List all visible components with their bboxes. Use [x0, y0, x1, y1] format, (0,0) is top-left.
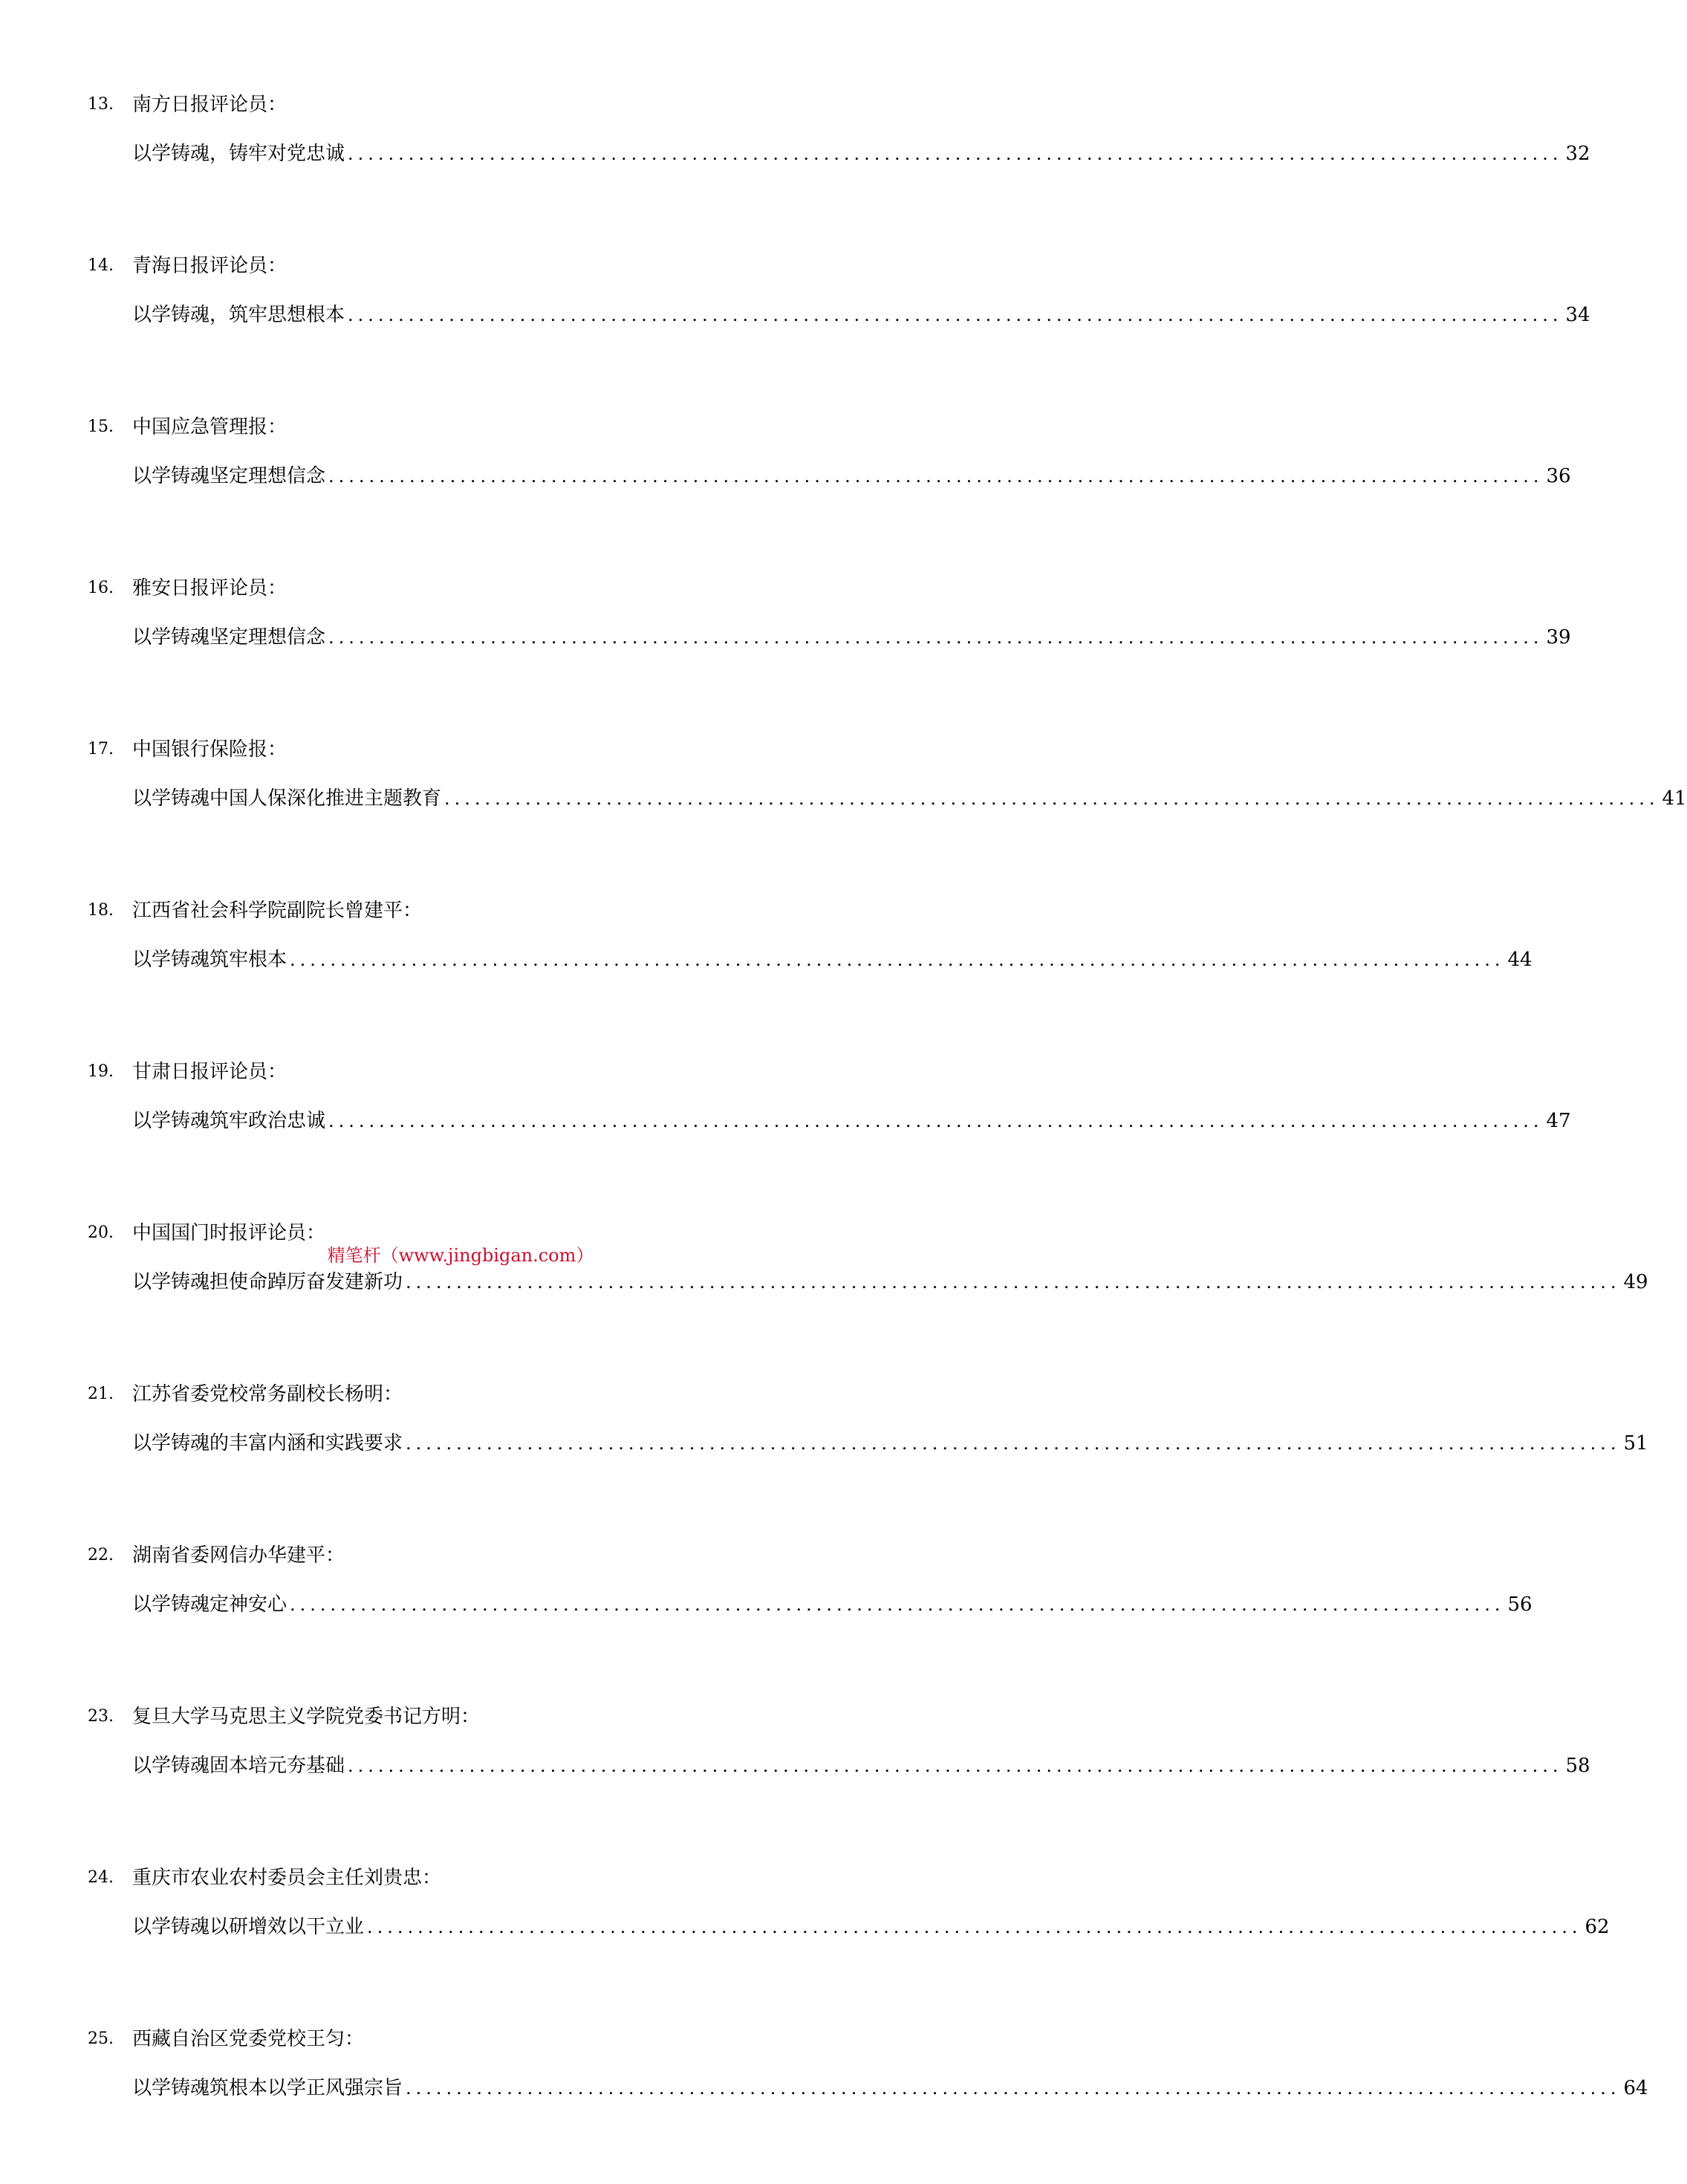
entry-author: 江苏省委党校常务副校长杨明：	[132, 1383, 403, 1405]
entry-title-line[interactable]	[132, 460, 1571, 493]
entry-author: 重庆市农业农村委员会主任刘贵忠：	[132, 1867, 442, 1889]
dot-leader: ........................................................................................................................	[367, 1917, 1582, 1937]
entry-number: 14.	[88, 256, 114, 275]
toc-entry	[0, 250, 1590, 411]
entry-title: 以学铸魂以研增效以干立业	[132, 1916, 365, 1938]
toc-entry	[0, 733, 1687, 894]
dot-leader: ........................................................................................................................	[406, 1433, 1621, 1454]
entry-number: 21.	[88, 1385, 114, 1403]
entry-author: 中国应急管理报：	[132, 416, 287, 438]
entry-title-line[interactable]	[132, 299, 1590, 331]
entry-number: 16.	[88, 579, 114, 597]
entry-page-number: 56	[1507, 1593, 1532, 1616]
entry-title: 以学铸魂筑牢政治忠诚	[132, 1110, 326, 1132]
dot-leader: ........................................................................................................................	[290, 949, 1505, 970]
entry-page-number: 34	[1565, 304, 1590, 326]
entry-title-line[interactable]	[132, 137, 1590, 170]
entry-title-line[interactable]	[132, 2072, 1648, 2105]
dot-leader: ........................................................................................................................	[290, 1594, 1505, 1615]
entry-title: 以学铸魂的丰富内涵和实践要求	[132, 1432, 403, 1455]
entry-title-line[interactable]	[132, 1911, 1610, 1943]
entry-number: 15.	[88, 417, 114, 436]
entry-author: 中国国门时报评论员：	[132, 1222, 326, 1244]
toc-entry	[0, 1539, 1532, 1700]
dot-leader: ........................................................................................................................	[328, 466, 1544, 487]
entry-number: 22.	[88, 1546, 114, 1564]
entry-number: 24.	[88, 1868, 114, 1887]
entry-page-number: 36	[1546, 465, 1571, 487]
entry-title-line[interactable]	[132, 1105, 1571, 1137]
entry-page-number: 49	[1623, 1271, 1648, 1293]
entry-title: 以学铸魂担使命踔厉奋发建新功	[132, 1271, 403, 1293]
entry-page-number: 47	[1546, 1110, 1571, 1132]
entry-title-line[interactable]	[132, 1588, 1532, 1621]
dot-leader: ........................................................................................................................	[406, 2078, 1621, 2099]
entry-number: 13.	[88, 95, 114, 114]
toc-entry	[0, 1378, 1648, 1539]
entry-author: 南方日报评论员：	[132, 94, 287, 116]
entry-page-number: 32	[1565, 143, 1590, 165]
entry-number: 19.	[88, 1062, 114, 1081]
entry-title: 以学铸魂，筑牢思想根本	[132, 304, 345, 326]
entry-author: 复旦大学马克思主义学院党委书记方明：	[132, 1706, 481, 1728]
toc-entry	[0, 2023, 1648, 2184]
entry-title: 以学铸魂中国人保深化推进主题教育	[132, 787, 442, 810]
entry-page-number: 41	[1662, 787, 1687, 810]
dot-leader: ........................................................................................................................	[348, 305, 1563, 325]
entry-title-line[interactable]	[132, 943, 1532, 976]
entry-number: 17.	[88, 740, 114, 758]
entry-author: 江西省社会科学院副院长曾建平：	[132, 900, 423, 922]
entry-title-line[interactable]	[132, 1266, 1648, 1299]
entry-author: 甘肃日报评论员：	[132, 1061, 287, 1083]
dot-leader: ........................................................................................................................	[444, 788, 1660, 809]
footer-watermark: 精笔杆（www.jingbigan.com）	[327, 1245, 594, 1266]
dot-leader: ........................................................................................................................	[328, 1111, 1544, 1131]
toc-entry	[0, 1862, 1610, 2023]
entry-title-line[interactable]	[132, 621, 1571, 654]
dot-leader: ........................................................................................................................	[406, 1272, 1621, 1293]
toc-entry	[0, 88, 1590, 250]
entry-number: 20.	[88, 1223, 114, 1242]
entry-page-number: 62	[1584, 1916, 1610, 1938]
entry-number: 25.	[88, 2029, 114, 2048]
dot-leader: ........................................................................................................................	[348, 1755, 1563, 1776]
entry-title: 以学铸魂坚定理想信念	[132, 465, 326, 487]
entry-title: 以学铸魂坚定理想信念	[132, 626, 326, 649]
entry-title: 以学铸魂筑根本以学正风强宗旨	[132, 2077, 403, 2099]
entry-title: 以学铸魂固本培元夯基础	[132, 1755, 345, 1777]
entry-page-number: 58	[1565, 1755, 1590, 1777]
entry-title-line[interactable]	[132, 1427, 1648, 1460]
toc-entry	[0, 894, 1532, 1056]
entry-author: 雅安日报评论员：	[132, 577, 287, 599]
table-of-contents	[0, 88, 1687, 2184]
entry-page-number: 39	[1546, 626, 1571, 649]
entry-author: 湖南省委网信办华建平：	[132, 1544, 345, 1567]
entry-number: 18.	[88, 901, 114, 920]
entry-title-line[interactable]	[132, 782, 1687, 815]
entry-page-number: 51	[1623, 1432, 1648, 1455]
dot-leader: ........................................................................................................................	[328, 627, 1544, 648]
toc-entry	[0, 1700, 1590, 1862]
entry-author: 西藏自治区党委党校王匀：	[132, 2028, 365, 2050]
entry-page-number: 64	[1623, 2077, 1648, 2099]
toc-entry	[0, 1056, 1571, 1217]
entry-title: 以学铸魂筑牢根本	[132, 949, 287, 971]
toc-entry	[0, 411, 1571, 572]
entry-title: 以学铸魂，铸牢对党忠诚	[132, 143, 345, 165]
entry-title: 以学铸魂定神安心	[132, 1593, 287, 1616]
entry-author: 青海日报评论员：	[132, 255, 287, 277]
entry-author: 中国银行保险报：	[132, 738, 287, 761]
entry-page-number: 44	[1507, 949, 1532, 971]
toc-entry	[0, 572, 1571, 733]
entry-title-line[interactable]	[132, 1749, 1590, 1782]
entry-number: 23.	[88, 1707, 114, 1726]
dot-leader: ........................................................................................................................	[348, 143, 1563, 164]
